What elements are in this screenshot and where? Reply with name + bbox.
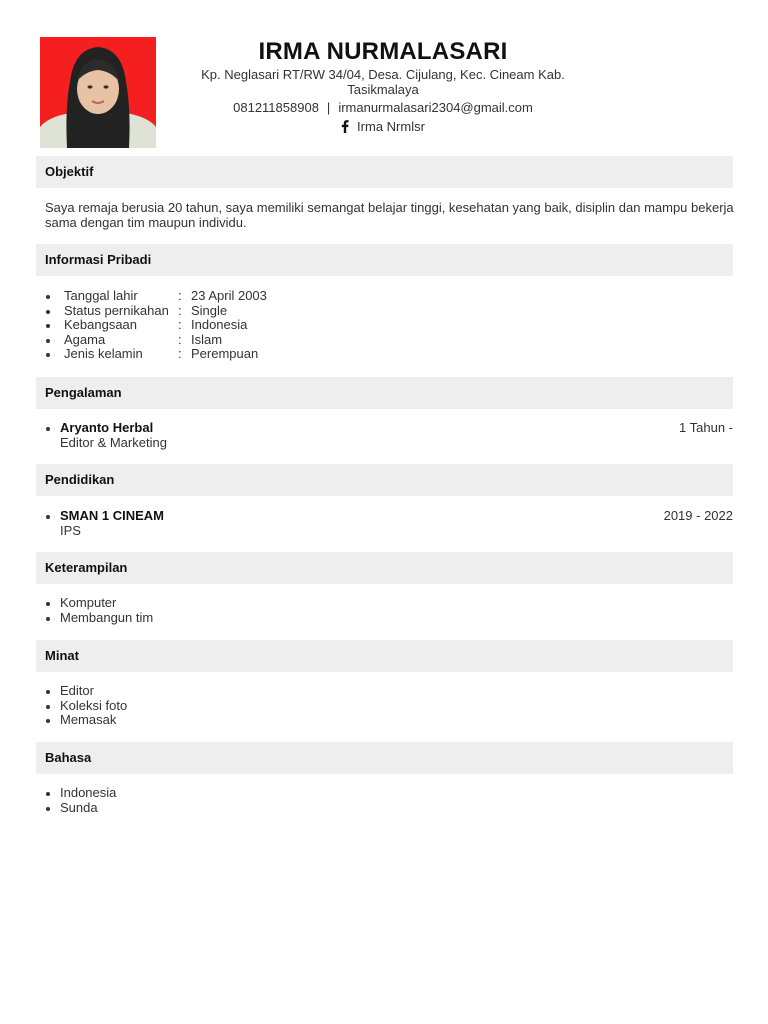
info-label: Jenis kelamin (64, 346, 143, 361)
section-header-experience (36, 377, 733, 409)
list-item: Koleksi foto (45, 699, 735, 714)
languages-list (45, 786, 735, 815)
list-item (45, 304, 735, 319)
section-title: Pendidikan (45, 472, 115, 487)
section-title: Informasi Pribadi (45, 252, 152, 267)
info-colon: : (178, 302, 182, 318)
interests-list (45, 684, 735, 728)
bullet (46, 515, 50, 519)
education-period: 2019 - 2022 (663, 508, 733, 523)
section-title: Pengalaman (45, 385, 122, 400)
info-value: 23 April 2003 (191, 288, 267, 303)
person-portrait-icon (40, 37, 156, 148)
list-item (45, 289, 735, 304)
section-header-personal-info (36, 244, 733, 276)
list-item (45, 318, 735, 333)
info-colon: : (178, 346, 182, 361)
info-label: Tanggal lahir (64, 288, 138, 303)
contact-line (160, 101, 606, 116)
info-value: Islam (191, 331, 223, 347)
company-name: Aryanto Herbal (60, 420, 154, 435)
list-item: Editor (45, 684, 735, 699)
address: Kp. Neglasari RT/RW 34/04, Desa. Cijulang, Kec. Cineam Kab. Tasikmalaya (201, 67, 565, 97)
section-title: Objektif (45, 164, 94, 179)
info-label: Status pernikahan (64, 302, 169, 318)
skills-list (45, 596, 735, 625)
section-header-skills (36, 552, 733, 584)
personal-info-list (45, 289, 735, 362)
contact-separator: | (326, 100, 331, 115)
section-title: Minat (45, 648, 79, 663)
school-major: IPS (60, 522, 81, 538)
list-item: Sunda (45, 801, 735, 816)
email-address[interactable]: irmanurmalasari2304@gmail.com (338, 100, 533, 115)
phone-number[interactable]: 081211858908 (233, 100, 319, 115)
resume-header (0, 0, 768, 150)
list-item: Indonesia (45, 786, 735, 801)
school-name: SMAN 1 CINEAM (60, 508, 165, 523)
facebook-icon (341, 120, 349, 133)
profile-photo (40, 37, 156, 148)
info-colon: : (178, 317, 182, 332)
facebook-handle: Irma Nrmlsr (357, 119, 425, 134)
info-label: Agama (64, 331, 106, 347)
list-item: Membangun tim (45, 611, 735, 626)
info-value: Single (191, 302, 228, 318)
section-title: Bahasa (45, 750, 92, 765)
experience-period: 1 Tahun - (679, 420, 733, 435)
info-colon: : (178, 331, 182, 347)
section-header-education (36, 464, 733, 496)
list-item: Memasak (45, 713, 735, 728)
list-item: Komputer (45, 596, 735, 611)
section-header-languages (36, 742, 733, 774)
section-title: Keterampilan (45, 560, 128, 575)
full-name: IRMA NURMALASARI (258, 38, 508, 65)
info-value: Perempuan (191, 346, 259, 361)
section-header-interests (36, 640, 733, 672)
info-colon: : (178, 288, 182, 303)
bullet (46, 427, 50, 431)
section-header-objective (36, 156, 733, 188)
job-role: Editor & Marketing (60, 434, 167, 450)
list-item (45, 347, 735, 362)
info-value: Indonesia (191, 317, 248, 332)
facebook-line[interactable] (160, 120, 606, 135)
info-label: Kebangsaan (64, 317, 138, 332)
objective-text: Saya remaja berusia 20 tahun, saya memiliki semangat belajar tinggi, kesehatan yang baik, disiplin dan mampu bekerja sama dengan tim maupun individu. (45, 200, 734, 230)
list-item (45, 333, 735, 348)
